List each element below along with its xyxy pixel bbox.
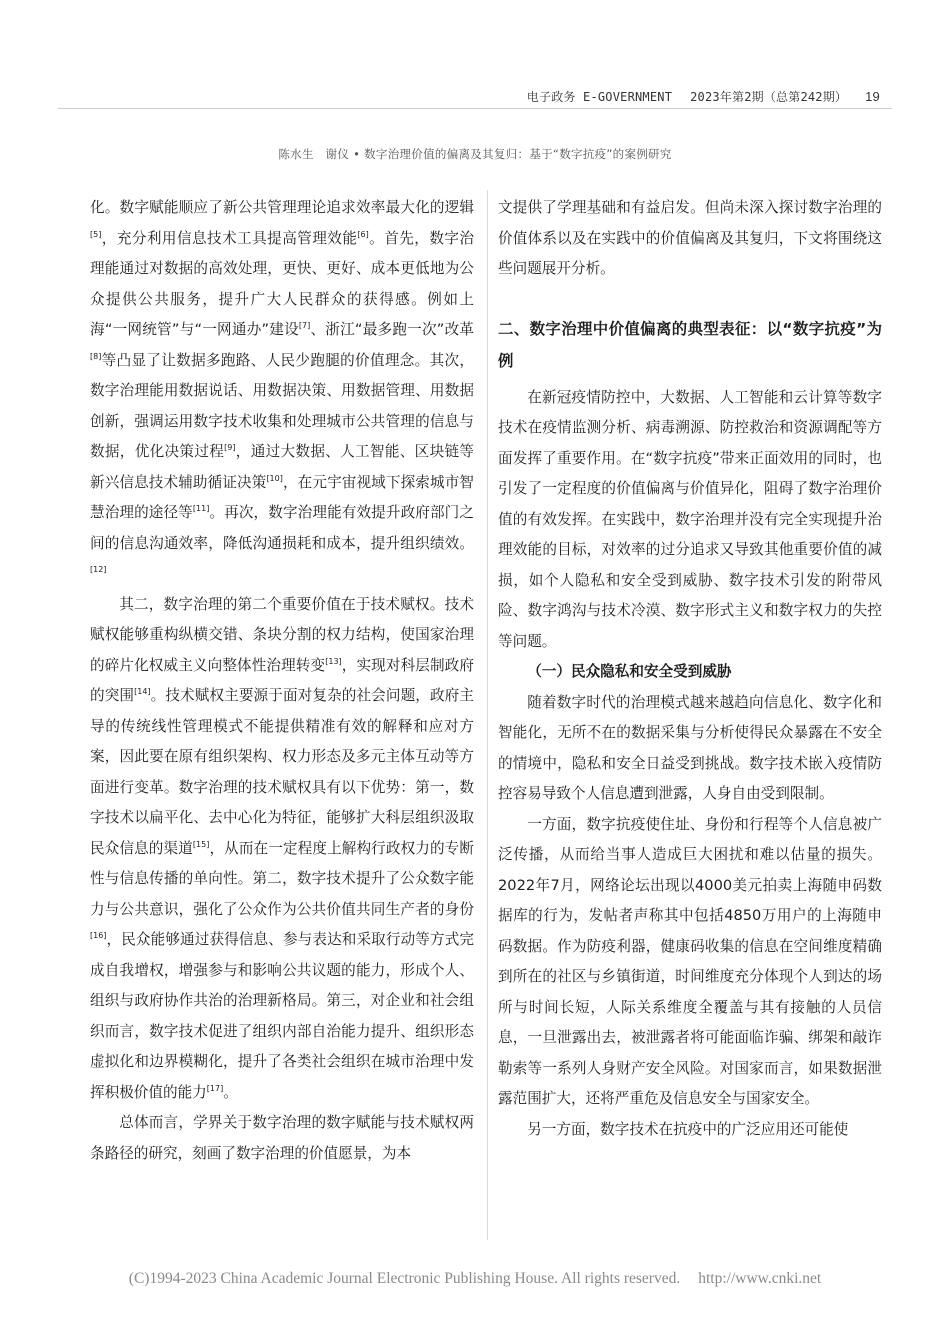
- column-divider: [487, 190, 488, 1240]
- citation-ref[interactable]: [14]: [134, 687, 151, 697]
- citation-ref[interactable]: [10]: [266, 473, 283, 483]
- page-footer: [0, 1270, 950, 1288]
- subsection-heading: （一）民众隐私和安全受到威胁: [527, 663, 732, 680]
- paragraph: 在新冠疫情防控中，大数据、人工智能和云计算等数字技术在疫情监测分析、病毒溯源、防控救治和资源调配等方面发挥了重要作用。在“数字抗疫”带来正面效用的同时，也引发了一定程度的价值偏离与价值异化，阻碍了数字治理价值的有效发挥。在实践中，数字治理并没有完全实现提升治理效能的目标，对效率的过分追求又导致其他重要价值的减损，如个人隐私和安全受到威胁、数字技术引发的附带风险、数字鸿沟与技术冷漠、数字形式主义和数字权力的失控等问题。: [498, 388, 882, 650]
- right-column: [498, 193, 882, 1243]
- citation-ref[interactable]: [8]: [90, 351, 102, 361]
- citation-ref[interactable]: [13]: [325, 656, 342, 666]
- paragraph: 文提供了学理基础和有益启发。但尚未深入探讨数字治理的价值体系以及在实践中的价值偏离及其复归，下文将围绕这些问题展开分析。: [498, 199, 882, 277]
- section-heading: 二、数字治理中价值偏离的典型表征：以“数字抗疫”为例: [498, 319, 882, 370]
- citation-ref[interactable]: [17]: [206, 1083, 224, 1093]
- paragraph: 一方面，数字抗疫使住址、身份和行程等个人信息被广泛传播，从而给当事人造成巨大困扰和难以估量的损失。2022年7月，网络论坛出现以4000美元拍卖上海随申码数据库的行为，发帖者声称其中包括4850万用户的上海随申码数据。作为防疫利器，健康码收集的信息在空间维度精确到所在的社区与乡镇街道，时间维度充分体现个人到达的场所与时间长短，人际关系维度全覆盖与其有接触的人员信息，一旦泄露出去，被泄露者将可能面临诈骗、绑架和敲诈勒索等一系列人身财产安全风险。对国家而言，如果数据泄露范围扩大，还将严重危及信息安全与国家安全。: [498, 815, 882, 1107]
- citation-ref[interactable]: [12]: [90, 565, 107, 575]
- citation-ref[interactable]: [16]: [90, 931, 107, 941]
- paragraph: 另一方面，数字技术在抗疫中的广泛应用还可能使: [527, 1120, 849, 1138]
- citation-ref[interactable]: [15]: [192, 839, 210, 849]
- paragraph: 化。数字赋能顺应了新公共管理理论追求效率最大化的逻辑[5]，充分利用信息技术工具提高管理效能[6]。首先，数字治理能通过对数据的高效处理，更快、更好、成本更低地为公众提供公共服务，提升广大人民群众的获得感。例如上海“一网统管”与“一网通办”建设[7]、浙江“最多跑一次”改革[8]等凸显了让数据多跑路、人民少跑腿的价值理念。其次，数字治理能用数据说话、用数据决策、用数据管理、用数据创新，强调运用数字技术收集和处理城市公共管理的信息与数据，优化决策过程[9]，通过大数据、人工智能、区块链等新兴信息技术辅助循证决策[10]，在元宇宙视域下探索城市智慧治理的途径等[11]。再次，数字治理能有效提升政府部门之间的信息沟通效率，降低沟通损耗和成本，提升组织绩效。[12]: [90, 199, 474, 575]
- footer-url[interactable]: http://www.cnki.net: [698, 1270, 822, 1287]
- paragraph: 其二，数字治理的第二个重要价值在于技术赋权。技术赋权能够重构纵横交错、条块分割的权力结构，使国家治理的碎片化权威主义向整体性治理转变[13]，实现对科层制政府的突围[14]。技术赋权主要源于面对复杂的社会问题，政府主导的传统线性管理模式不能提供精准有效的解释和应对方案，因此要在原有组织架构、权力形态及多元主体互动等方面进行变革。数字治理的技术赋权具有以下优势：第一，数字技术以扁平化、去中心化为特征，能够扩大科层组织汲取民众信息的渠道[15]，从而在一定程度上解构行政权力的专断性与信息传播的单向性。第二，数字技术提升了公众数字能力与公共意识，强化了公众作为公共价值共同生产者的身份[16]，民众能够通过获得信息、参与表达和采取行动等方式完成自我增权，增强参与和影响公共议题的能力，形成个人、组织与政府协作共治的治理新格局。第三，对企业和社会组织而言，数字技术促进了组织内部自治能力提升、组织形态虚拟化和边界模糊化，提升了各类社会组织在城市治理中发挥积极价值的能力[17]。: [90, 595, 474, 1101]
- paragraph: 总体而言，学界关于数字治理的数字赋能与技术赋权两条路径的研究，刻画了数字治理的价值愿景，为本: [90, 1114, 474, 1162]
- page-header: [380, 88, 880, 105]
- citation-ref[interactable]: [7]: [298, 321, 311, 331]
- left-column: [90, 193, 474, 1243]
- citation-ref[interactable]: [5]: [90, 229, 102, 239]
- citation-ref[interactable]: [9]: [224, 443, 236, 453]
- issue-info: 2023年第2期（总第242期）: [690, 90, 848, 104]
- paragraph: 随着数字时代的治理模式越来越趋向信息化、数字化和智能化，无所不在的数据采集与分析使得民众暴露在不安全的情境中，隐私和安全日益受到挑战。数字技术嵌入疫情防控容易导致个人信息遭到泄露，人身自由受到限制。: [498, 693, 882, 802]
- running-title: 陈水生 谢仪 • 数字治理价值的偏离及其复归：基于“数字抗疫”的案例研究: [278, 147, 672, 161]
- citation-ref[interactable]: [11]: [192, 504, 210, 514]
- header-rule: [58, 108, 892, 109]
- copyright-notice: (C)1994-2023 China Academic Journal Electronic Publishing House. All rights reserved.: [128, 1270, 681, 1287]
- citation-ref[interactable]: [6]: [357, 229, 369, 239]
- page-number: 19: [865, 89, 880, 104]
- journal-name: 电子政务 E-GOVERNMENT: [526, 90, 673, 104]
